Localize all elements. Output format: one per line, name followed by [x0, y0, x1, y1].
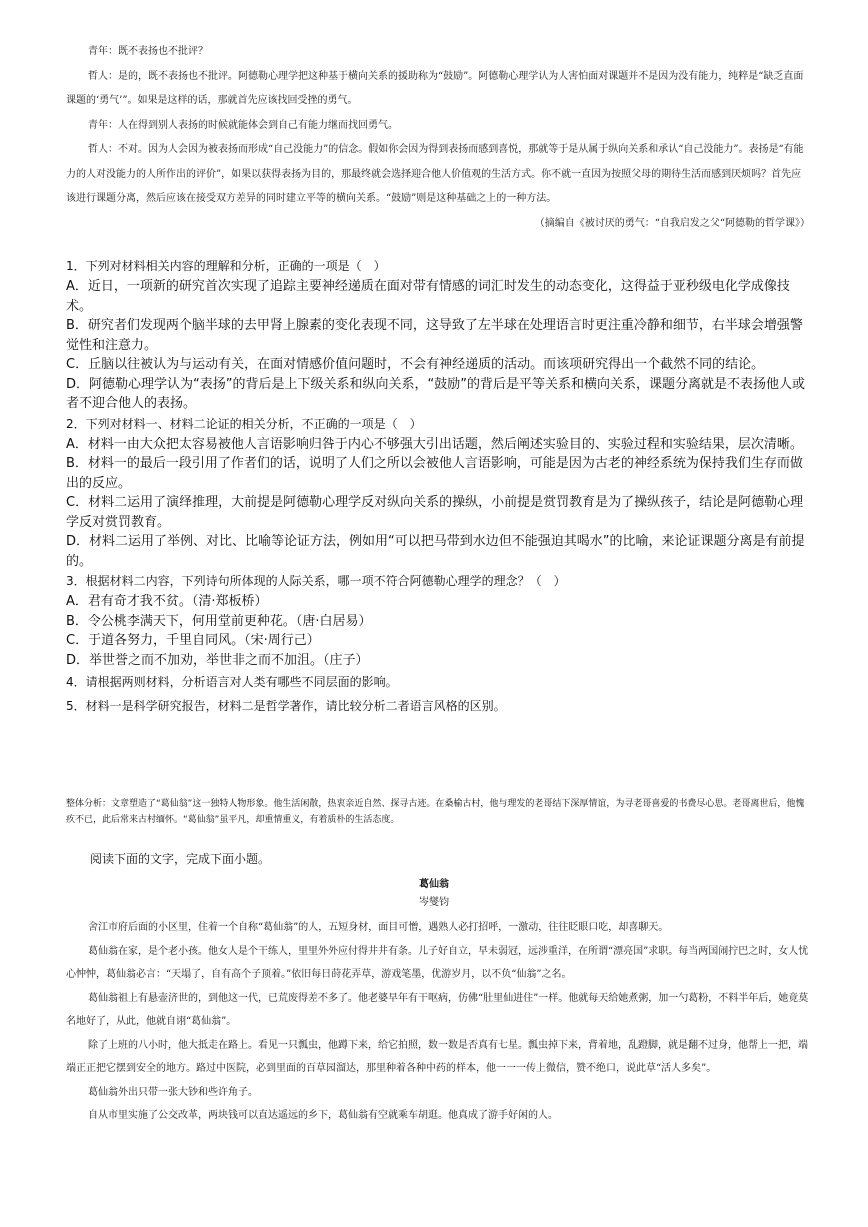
question-2: [66, 414, 810, 572]
option-d: D．材料二运用了举例、对比、比喻等论证方法，例如用“可以把马带到水边但不能强迫其喝水”的比喻，来论证课题分离是有前提的。: [66, 534, 805, 569]
option-c: C．于道各努力，千里自同风。（宋·周行己）: [66, 633, 320, 648]
option-c: C．丘脑以往被认为与运动有关，在面对情感价值问题时，不会有神经递质的活动。而该项研究得出一个截然不同的结论。: [66, 357, 765, 372]
option-a: A．近日，一项新的研究首次实现了追踪主要神经递质在面对带有情感的词汇时发生的动态变化，这得益于亚秒级电化学成像技术。: [66, 279, 790, 314]
question-3: [66, 571, 810, 670]
option-d: D．举世誉之而不加劝，举世非之而不加沮。（庄子）: [66, 652, 369, 668]
questions-block: [66, 256, 810, 717]
option-a: A．君有奇才我不贫。（清·郑板桥）: [66, 594, 268, 609]
question-stem: 1．下列对材料相关内容的理解和分析，正确的一项是（ ）: [66, 259, 386, 273]
story-paragraph: 葛仙翁外出只带一张大钞和些许角子。: [88, 1086, 258, 1098]
option-b: B．材料一的最后一段引用了作者们的话，说明了人们之所以会被他人言语影响，可能是因为古老的神经系统为保持我们生存而做出的反应。: [66, 456, 803, 491]
story-body: [66, 916, 810, 1128]
option-b: B．研究者们发现两个脑半球的去甲肾上腺素的变化表现不同，这导致了左半球在处理语言时更注重冷静和细节，右半球会增强警觉性和注意力。: [66, 318, 803, 353]
question-stem: 3．根据材料二内容，下列诗句所体现的人际关系，哪一项不符合阿德勒心理学的理念？（ ）: [66, 574, 566, 588]
option-a: A．材料一由大众把太容易被他人言语影响归咎于内心不够强大引出话题，然后阐述实验目的、实验过程和实验结果，层次清晰。: [66, 436, 803, 452]
reading-instruction: 阅读下面的文字，完成下面小题。: [90, 852, 271, 866]
question-stem: 2．下列对材料一、材料二论证的相关分析，不正确的一项是（ ）: [66, 416, 422, 431]
story-paragraph: 葛仙翁祖上有悬壶济世的，到他这一代，已荒废得差不多了。他老婆早年有干呕病，仿佛“肚里仙进住”一样。他就每天给她煮粥，加一勺葛粉，不料半年后，她竟莫名地好了，从此，他就自诩“葛仙翁”。: [66, 992, 809, 1027]
story-paragraph: 除了上班的八小时，他大抵走在路上。看见一只瓢虫，他蹲下来，给它拍照，数一数是否真有七星。瓢虫掉下来，背着地，乱蹬脚，就是翻不过身，他帮上一把，端端正正把它摆到安全的地方。路过中医院，必到里面的百草园溜达，那里种着各种中药的样本，他一一一传上微信，赞不绝口，说此草“活人多矣”。: [66, 1039, 808, 1074]
story-author: 岑燮钧: [419, 897, 449, 908]
story-paragraph: 葛仙翁在家，是个老小孩。他女人是个干练人，里里外外应付得井井有条。儿子好自立，早未弱冠，远涉重洋，在所谓“漂亮国”求职。每当两国闹拧巴之时，女人忧心忡忡，葛仙翁必言：“天塌了，自有高个子顶着。”依旧每日莳花弄草，游戏笔墨，优游岁月，以不负“仙翁”之名。: [66, 945, 809, 980]
option-c: C．材料二运用了演绎推理，大前提是阿德勒心理学反对纵向关系的操纵，小前提是赏罚教育是为了操纵孩子，结论是阿德勒心理学反对赏罚教育。: [66, 495, 804, 530]
question-1: [66, 256, 810, 414]
question-5: 5．材料一是科学研究报告，材料二是哲学著作，请比较分析二者语言风格的区别。: [66, 699, 506, 713]
dialogue-line: 哲人：是的，既不表扬也不批评。阿德勒心理学把这种基于横向关系的援助称为“鼓励”。阿德勒心理学认为人害怕面对课题并不是因为没有能力，纯粹是“缺乏直面课题的‘勇气’”。如果是这样的话，那就首先应该找回受挫的勇气。: [66, 70, 804, 106]
dialogue-line: 青年：人在得到别人表扬的时候就能体会到自己有能力继而找回勇气。: [88, 119, 398, 131]
dialogue-line: 青年：既不表扬也不批评？: [88, 46, 208, 57]
story-title: 葛仙翁: [419, 879, 449, 890]
option-b: B．令公桃李满天下，何用堂前更种花。（唐·白居易）: [66, 613, 372, 629]
source-citation: （摘编自《被讨厌的勇气：“自我启发之父“阿德勒的哲学课》）: [534, 217, 810, 229]
dialogue-passage: [66, 40, 810, 236]
dialogue-line: 哲人：不对。因为人会因为被表扬而形成“自己没能力”的信念。假如你会因为得到表扬而感到喜悦，那就等于是从属于纵向关系和承认“自己没能力”。表扬是“有能力的人对没能力的人所作出的评价”，如果以获得表扬为目的，那最终就会选择迎合他人价值观的生活方式。你不就一直因为按照父母的期待生活而感到厌烦吗？首先应该进行课题分离，然后应该在接受双方差异的同时建立平等的横向关系。“鼓励”则是这种基础之上的一种方法。: [66, 144, 804, 204]
story-paragraph: 舍江市府后面的小区里，住着一个自称“葛仙翁”的人，五短身材，面目可憎，遇熟人必打招呼，一激动，往往眨眼口吃，却喜聊天。: [88, 922, 669, 933]
question-4: 4．请根据两则材料，分析语言对人类有哪些不同层面的影响。: [66, 675, 398, 689]
overall-analysis: 整体分析：文章塑造了“葛仙翁”这一独特人物形象。他生活闲散，热衷亲近自然、探寻古迹。在桑榆古村，他与理发的老哥结下深厚情谊，为寻老哥喜爱的书费尽心思。老哥离世后，他愧疚不已，此后常来古村缅怀。“葛仙翁”虽平凡，却重情重义，有着质朴的生活态度。: [66, 799, 805, 825]
option-d: D．阿德勒心理学认为“表扬”的背后是上下级关系和纵向关系，“鼓励”的背后是平等关系和横向关系，课题分离就是不表扬他人或者不迎合他人的表扬。: [66, 376, 805, 411]
story-paragraph: 自从市里实施了公交改革，两块钱可以直达遥远的乡下，葛仙翁有空就乘车胡逛。他真成了游手好闲的人。: [88, 1110, 558, 1121]
